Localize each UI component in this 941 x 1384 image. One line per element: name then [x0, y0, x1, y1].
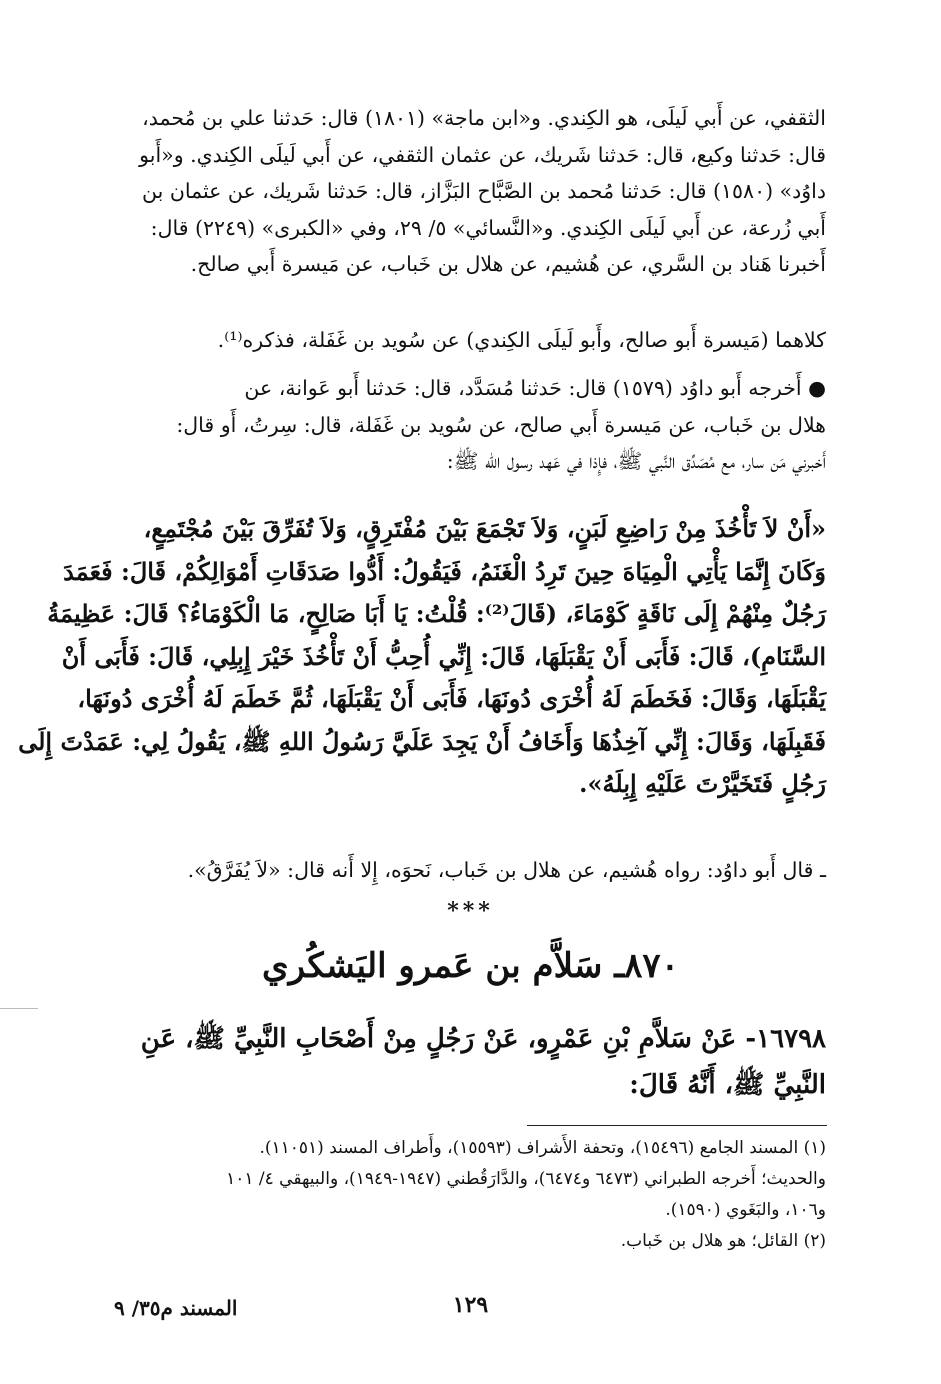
text-line: أَبي زُرعة، عن أَبي لَيلَى الكِندي. و«النَّسائي» ٥/ ٢٩، وفي «الكبرى» (٢٢٤٩) قال:: [150, 215, 826, 240]
footnote-line: و١٠٦، والبَغَوي (١٥٩٠).: [665, 1200, 826, 1220]
text-line: ● أَخرجه أَبو داوُد (١٥٧٩) قال: حَدثنا مُسَدَّد، قال: حَدثنا أَبو عَوانة، عن: [244, 376, 826, 400]
text-line: قال: حَدثنا وكيع، قال: حَدثنا شَريك، عن عثمان الثقفي، عن أَبي لَيلَى الكِندي. و«أَبو: [139, 142, 826, 167]
text-line: السَّنَامِ)، قَالَ: فَأَبَى أَنْ يَقْبَلَهَا، قَالَ: إِنِّي أُحِبُّ أَنْ تَأْخُذَ خَيْرَ إِبِلِي، قَالَ: فَأَبَى أَنْ: [61, 641, 826, 671]
section-separator: ***: [447, 898, 494, 924]
footnote-line: (٢) القائل؛ هو هلال بن خَباب.: [620, 1231, 826, 1251]
hadith-text: [114, 1016, 826, 1108]
text-line: داوُد» (١٥٨٠) قال: حَدثنا مُحمد بن الصَّبَّاح البَزَّاز، قال: حَدثنا شَريك، عن عثمان بن: [142, 179, 826, 203]
section-heading: ٨٧٠ـ سَلاَّم بن عَمرو اليَشكُري: [262, 946, 679, 986]
volume-mark: المسند م٣٥/ ٩: [114, 1296, 238, 1320]
text-line: هلال بن خَباب، عن مَيسرة أَبي صالح، عن سُويد بن غَفَلة، قال: سِرتُ، أَو قال:: [176, 412, 826, 437]
paragraph-abu-dawud-note: [114, 852, 826, 889]
text-line: أَخبرني مَن سار، مع مُصَدِّق النَّبي ﷺ، فإِذا في عَهد رسول الله ﷺ:: [446, 449, 826, 473]
footnote-line: والحديث؛ أَخرجه الطبراني (٦٤٧٣ و٦٤٧٤)، والدَّارَقُطني (١٩٤٧-١٩٤٩)، والبيهقي ٤/ ١٠١: [226, 1169, 826, 1189]
text-line: ـ قال أَبو داوُد: رواه هُشيم، عن هلال بن خَباب، نَحوَه، إِلا أَنه قال: «لاَ يُفَرَّقُ».: [187, 858, 826, 882]
paragraph-takhrij-1: [114, 100, 826, 283]
text-line: أَخبرنا هَناد بن السَّري، عن هُشيم، عن هلال بن خَباب، عن مَيسرة أَبي صالح.: [190, 252, 826, 276]
footnote-divider: [527, 1125, 827, 1126]
text-line: ١٦٧٩٨- عَنْ سَلاَّمِ بْنِ عَمْرٍو، عَنْ رَجُلٍ مِنْ أَصْحَابِ النَّبِيِّ ﷺ، عَنِ: [140, 1024, 826, 1054]
text-line: النَّبِيِّ ﷺ، أَنَّهُ قَالَ:: [629, 1070, 826, 1100]
text-line: الثقفي، عن أَبي لَيلَى، هو الكِندي. و«ابن ماجة» (١٨٠١) قال: حَدثنا علي بن مُحمد،: [142, 106, 826, 130]
text-line: رَجُلٍ فَتَخَيَّرْتَ عَلَيْهِ إِبِلَهُ».: [579, 769, 826, 798]
text-line: «أَنْ لاَ تَأْخُذَ مِنْ رَاضِعِ لَبَنٍ، وَلاَ تَجْمَعَ بَيْنَ مُفْتَرِقٍ، وَلاَ تُفَرِّقَ بَيْنَ مُجْتَمِعٍ،: [143, 514, 826, 543]
text-line: رَجُلٌ مِنْهُمْ إِلَى نَاقَةٍ كَوْمَاءَ، (قَالَ⁽²⁾: قُلْتُ: يَا أَبَا صَالِحٍ، مَا الْكَوْمَاءُ؟ قَالَ: عَظِيمَةُ: [47, 599, 826, 628]
text-line: فَقَبِلَهَا، وَقَالَ: إِنِّي آخِذُهَا وَأَخَافُ أَنْ يَجِدَ عَلَيَّ رَسُولُ اللهِ ﷺ، يَقُولُ لِي: عَمَدْتَ إِلَى: [18, 726, 826, 756]
paragraph-summary: [114, 322, 826, 359]
footnote-line: (١) المسند الجامع (١٥٤٩٦)، وتحفة الأَشراف (١٥٥٩٣)، وأَطراف المسند (١١٠٥١).: [259, 1138, 826, 1158]
hadith-quote: [18, 508, 826, 806]
page-number: ١٢٩: [452, 1292, 489, 1318]
footnotes: [114, 1133, 826, 1257]
text-line: يَقْبَلَهَا، وَقَالَ: فَخَطَمَ لَهُ أُخْرَى دُونَهَا، فَأَبَى أَنْ يَقْبَلَهَا، ثُمَّ خَطَمَ لَهُ أُخْرَى دُونَهَا،: [77, 684, 826, 713]
text-line: كلاهما (مَيسرة أَبو صالح، وأَبو لَيلَى الكِندي) عن سُويد بن غَفَلة، فذكره⁽¹⁾.: [217, 328, 826, 352]
scan-artifact-line: [0, 1008, 38, 1009]
paragraph-takhrij-2: [114, 370, 826, 480]
text-line: وَكَانَ إِنَّمَا يَأْتِي الْمِيَاهَ حِينَ تَرِدُ الْغَنَمُ، فَيَقُولُ: أَدُّوا صَدَقَاتِ أَمْوَالِكُمْ، قَالَ: فَعَمَدَ: [63, 556, 826, 586]
